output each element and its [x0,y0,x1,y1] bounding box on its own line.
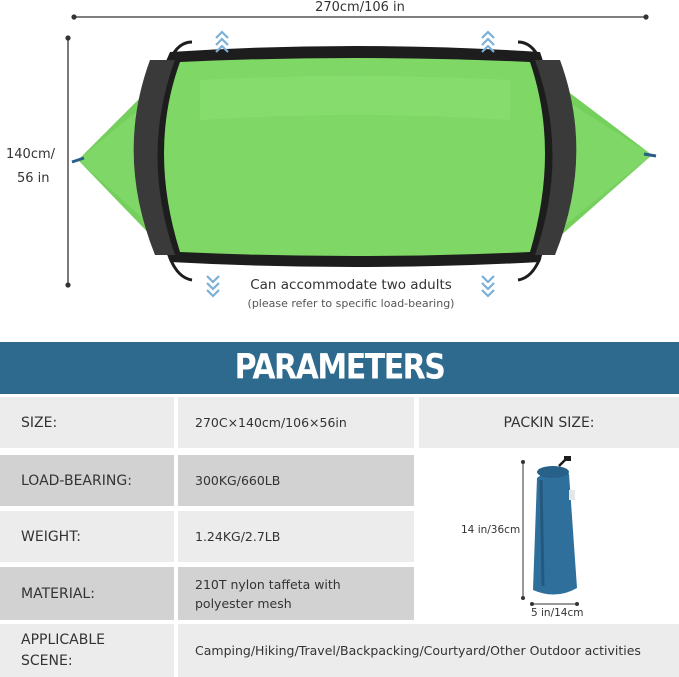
packing-size-title: PACKIN SIZE: [419,397,679,448]
param-value-scene: Camping/Hiking/Travel/Backpacking/Courtyard/Other Outdoor activities [178,624,679,677]
param-label-scene [0,624,174,677]
capacity-caption-note: (please refer to specific load-bearing) [247,297,455,310]
param-label-size: SIZE: [0,397,174,448]
param-value-material-line2: polyester mesh [195,595,292,611]
packing-bag-illustration [419,450,679,622]
length-dimension-label: 270cm/106 in [315,0,405,15]
param-label-scene-line1: APPLICABLE [21,632,105,648]
param-label-scene-line2: SCENE: [21,653,73,669]
packing-width-label: 5 in/14cm [531,607,584,619]
param-label-material: MATERIAL: [0,567,174,620]
stuff-sack-drawing [419,450,679,622]
param-label-weight: WEIGHT: [0,511,174,562]
param-value-load-bearing: 300KG/660LB [178,455,414,506]
packing-height-label: 14 in/36cm [461,524,521,536]
param-value-material [178,567,414,620]
width-dimension-label-in: 56 in [17,171,50,186]
width-dimension-label-cm: 140cm/ [6,147,56,162]
parameters-title: PARAMETERS [234,347,445,388]
param-value-size: 270C×140cm/106×56in [178,397,414,448]
param-value-material-line1: 210T nylon taffeta with [195,576,341,592]
capacity-caption: Can accommodate two adults [250,277,452,293]
param-label-load-bearing: LOAD-BEARING: [0,455,174,506]
param-value-weight: 1.24KG/2.7LB [178,511,414,562]
